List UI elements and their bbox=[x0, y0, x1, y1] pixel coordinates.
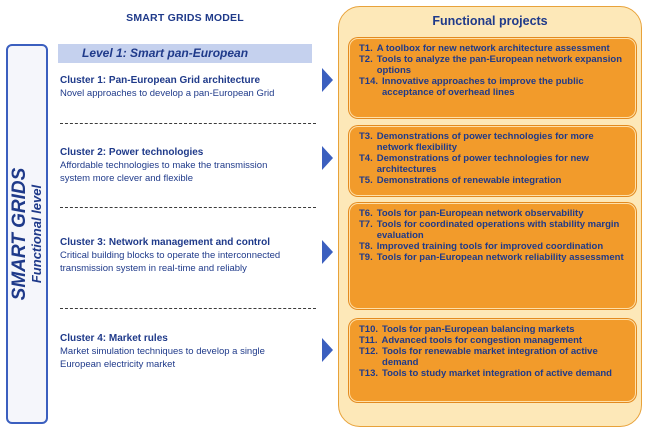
cluster-3 bbox=[60, 236, 318, 275]
cluster-description: Affordable technologies to make the transmission bbox=[60, 160, 268, 171]
arrow-right-icon bbox=[322, 146, 333, 170]
cluster-1 bbox=[60, 74, 318, 100]
project-group-1 bbox=[349, 38, 636, 118]
project-item: T7. Tools for coordinated operations with stability margin evaluation bbox=[359, 219, 620, 241]
cluster-description: Critical building blocks to operate the interconnected bbox=[60, 250, 281, 261]
project-item: T11. Advanced tools for congestion management bbox=[359, 335, 583, 346]
cluster-divider bbox=[60, 207, 316, 208]
sidebar-label-box bbox=[6, 44, 48, 424]
cluster-divider bbox=[60, 308, 316, 309]
project-item: T2. Tools to analyze the pan-European network expansion options bbox=[359, 54, 623, 76]
sidebar-subtitle: Functional level bbox=[29, 184, 44, 284]
project-group-3 bbox=[349, 203, 636, 309]
cluster-divider bbox=[60, 123, 316, 124]
cluster-description: Novel approaches to develop a pan-European Grid bbox=[60, 88, 275, 99]
project-item: T9. Tools for pan-European network reliability assessment bbox=[359, 252, 624, 263]
sidebar-vertical-text bbox=[10, 168, 44, 301]
project-item: T5. Demonstrations of renewable integration bbox=[359, 175, 562, 186]
cluster-title: Cluster 4: Market rules bbox=[60, 333, 168, 344]
cluster-title: Cluster 1: Pan-European Grid architecture bbox=[60, 75, 261, 86]
cluster-title: Cluster 3: Network management and control bbox=[60, 237, 271, 248]
sidebar-title: SMART GRIDS bbox=[9, 167, 30, 301]
project-item: T8. Improved training tools for improved coordination bbox=[359, 241, 604, 252]
cluster-description: transmission system in real-time and reliably bbox=[60, 263, 247, 274]
project-item: T4. Demonstrations of power technologies for new architectures bbox=[359, 153, 589, 175]
project-item: T10. Tools for pan-European balancing markets bbox=[359, 324, 575, 335]
cluster-description: European electricity market bbox=[60, 359, 176, 370]
model-title: SMART GRIDS MODEL bbox=[126, 12, 244, 24]
project-item: T14. Innovative approaches to improve the public acceptance of overhead lines bbox=[359, 76, 584, 98]
cluster-2 bbox=[60, 146, 318, 185]
cluster-title: Cluster 2: Power technologies bbox=[60, 147, 204, 158]
arrow-right-icon bbox=[322, 68, 333, 92]
arrow-right-icon bbox=[322, 240, 333, 264]
arrow-right-icon bbox=[322, 338, 333, 362]
project-item: T1. A toolbox for new network architecture assessment bbox=[359, 43, 610, 54]
cluster-description: Market simulation techniques to develop a single bbox=[60, 346, 265, 357]
project-group-4 bbox=[349, 319, 636, 402]
project-item: T6. Tools for pan-European network observability bbox=[359, 208, 584, 219]
cluster-description: system more clever and flexible bbox=[60, 173, 194, 184]
project-group-2 bbox=[349, 126, 636, 196]
cluster-4 bbox=[60, 332, 318, 371]
project-item: T13. Tools to study market integration of active demand bbox=[359, 368, 612, 379]
project-item: T3. Demonstrations of power technologies for more network flexibility bbox=[359, 131, 594, 153]
project-item: T12. Tools for renewable market integration of active demand bbox=[359, 346, 598, 368]
level-banner: Level 1: Smart pan-European bbox=[58, 44, 312, 63]
projects-title: Functional projects bbox=[432, 14, 548, 28]
